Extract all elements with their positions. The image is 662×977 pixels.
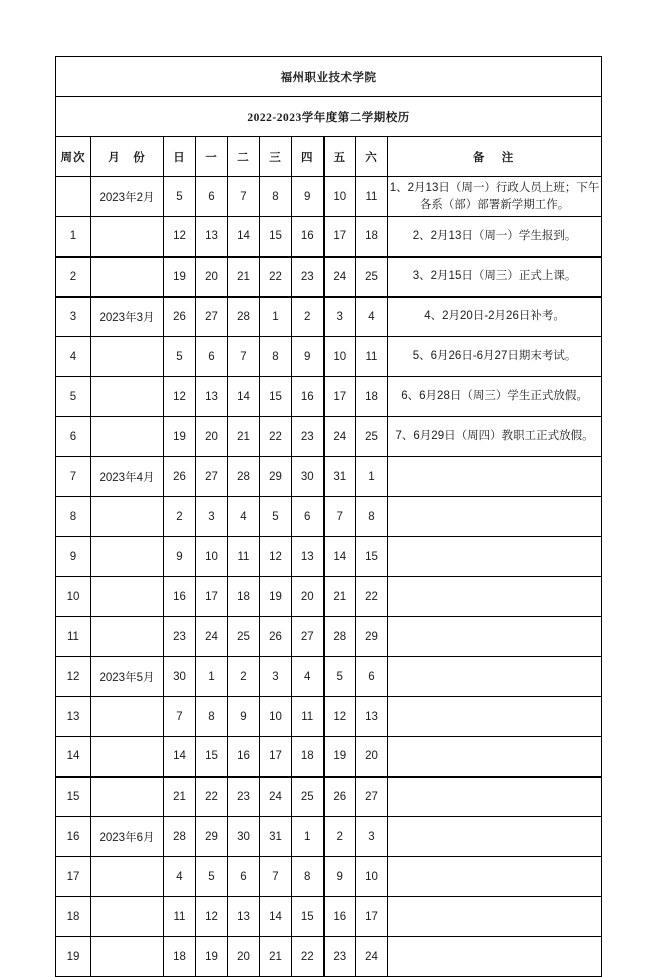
table-row (56, 457, 602, 497)
week-number-cell: 4 (56, 337, 91, 377)
month-label-cell (91, 497, 164, 537)
date-cell: 3 (324, 297, 356, 337)
date-cell: 26 (260, 617, 292, 657)
month-label-cell (91, 777, 164, 817)
date-cell: 28 (164, 817, 196, 857)
date-cell: 6 (228, 857, 260, 897)
date-cell: 12 (164, 217, 196, 257)
date-cell: 24 (324, 417, 356, 457)
date-cell: 13 (356, 697, 388, 737)
date-cell: 20 (196, 257, 228, 297)
date-cell: 21 (228, 417, 260, 457)
date-cell: 23 (164, 617, 196, 657)
date-cell: 5 (164, 177, 196, 217)
date-cell: 8 (196, 697, 228, 737)
week-number-cell: 1 (56, 217, 91, 257)
date-cell: 10 (196, 537, 228, 577)
calendar-subtitle: 2022-2023学年度第二学期校历 (56, 97, 602, 137)
week-number-cell: 10 (56, 577, 91, 617)
date-cell: 22 (260, 417, 292, 457)
date-cell: 12 (164, 377, 196, 417)
table-row (56, 377, 602, 417)
date-cell: 13 (196, 377, 228, 417)
month-label-cell (91, 857, 164, 897)
date-cell: 24 (196, 617, 228, 657)
date-cell: 27 (292, 617, 324, 657)
date-cell: 22 (260, 257, 292, 297)
date-cell: 2 (164, 497, 196, 537)
month-label-cell (91, 577, 164, 617)
month-label-cell (91, 897, 164, 937)
header-day-thu: 四 (292, 137, 324, 177)
date-cell: 21 (228, 257, 260, 297)
month-label-cell (91, 257, 164, 297)
week-number-cell: 15 (56, 777, 91, 817)
date-cell: 16 (164, 577, 196, 617)
date-cell: 22 (196, 777, 228, 817)
header-day-fri: 五 (324, 137, 356, 177)
date-cell: 4 (164, 857, 196, 897)
table-row (56, 817, 602, 857)
date-cell: 24 (356, 937, 388, 977)
date-cell: 14 (324, 537, 356, 577)
date-cell: 5 (164, 337, 196, 377)
table-row (56, 177, 602, 217)
month-label-cell (91, 737, 164, 777)
date-cell: 16 (292, 377, 324, 417)
date-cell: 11 (164, 897, 196, 937)
note-cell: 3、2月15日（周三）正式上课。 (388, 257, 602, 297)
week-number-cell: 18 (56, 897, 91, 937)
month-label-cell: 2023年4月 (91, 457, 164, 497)
date-cell: 5 (260, 497, 292, 537)
date-cell: 11 (356, 177, 388, 217)
date-cell: 10 (260, 697, 292, 737)
header-day-sat: 六 (356, 137, 388, 177)
week-number-cell: 16 (56, 817, 91, 857)
date-cell: 25 (356, 417, 388, 457)
date-cell: 7 (260, 857, 292, 897)
date-cell: 3 (356, 817, 388, 857)
table-row (56, 617, 602, 657)
month-label-cell: 2023年5月 (91, 657, 164, 697)
month-label-cell: 2023年2月 (91, 177, 164, 217)
date-cell: 1 (260, 297, 292, 337)
week-number-cell (56, 177, 91, 217)
week-number-cell: 6 (56, 417, 91, 457)
date-cell: 3 (260, 657, 292, 697)
date-cell: 1 (196, 657, 228, 697)
date-cell: 28 (228, 457, 260, 497)
date-cell: 24 (260, 777, 292, 817)
month-label-cell (91, 217, 164, 257)
column-header-row (56, 137, 602, 177)
date-cell: 30 (228, 817, 260, 857)
date-cell: 18 (356, 217, 388, 257)
date-cell: 29 (356, 617, 388, 657)
note-cell (388, 577, 602, 617)
date-cell: 26 (324, 777, 356, 817)
date-cell: 17 (324, 217, 356, 257)
month-label-cell (91, 617, 164, 657)
week-number-cell: 8 (56, 497, 91, 537)
header-day-tue: 二 (228, 137, 260, 177)
week-number-cell: 12 (56, 657, 91, 697)
note-cell (388, 937, 602, 977)
academic-calendar-table (55, 56, 602, 977)
date-cell: 6 (196, 177, 228, 217)
date-cell: 14 (228, 217, 260, 257)
date-cell: 26 (164, 457, 196, 497)
date-cell: 31 (324, 457, 356, 497)
date-cell: 10 (324, 177, 356, 217)
table-row (56, 697, 602, 737)
date-cell: 23 (292, 257, 324, 297)
table-row (56, 737, 602, 777)
note-cell: 1、2月13日（周一）行政人员上班；下午各系（部）部署新学期工作。 (388, 177, 602, 217)
date-cell: 13 (196, 217, 228, 257)
week-number-cell: 9 (56, 537, 91, 577)
table-row (56, 937, 602, 977)
date-cell: 5 (196, 857, 228, 897)
date-cell: 31 (260, 817, 292, 857)
date-cell: 27 (356, 777, 388, 817)
week-number-cell: 7 (56, 457, 91, 497)
month-label-cell (91, 537, 164, 577)
date-cell: 16 (324, 897, 356, 937)
date-cell: 4 (292, 657, 324, 697)
note-cell (388, 657, 602, 697)
date-cell: 18 (164, 937, 196, 977)
date-cell: 15 (196, 737, 228, 777)
date-cell: 9 (164, 537, 196, 577)
date-cell: 24 (324, 257, 356, 297)
date-cell: 13 (292, 537, 324, 577)
table-row (56, 577, 602, 617)
week-number-cell: 11 (56, 617, 91, 657)
week-number-cell: 3 (56, 297, 91, 337)
date-cell: 17 (196, 577, 228, 617)
header-day-mon: 一 (196, 137, 228, 177)
sub-title-row (56, 97, 602, 137)
date-cell: 18 (228, 577, 260, 617)
header-note: 备 注 (388, 137, 602, 177)
date-cell: 14 (164, 737, 196, 777)
note-cell (388, 617, 602, 657)
date-cell: 10 (356, 857, 388, 897)
date-cell: 21 (164, 777, 196, 817)
date-cell: 7 (228, 337, 260, 377)
date-cell: 2 (292, 297, 324, 337)
table-row (56, 857, 602, 897)
note-cell: 2、2月13日（周一）学生报到。 (388, 217, 602, 257)
date-cell: 20 (228, 937, 260, 977)
table-row (56, 297, 602, 337)
table-row (56, 417, 602, 457)
week-number-cell: 19 (56, 937, 91, 977)
date-cell: 15 (260, 377, 292, 417)
date-cell: 17 (260, 737, 292, 777)
date-cell: 3 (196, 497, 228, 537)
date-cell: 8 (292, 857, 324, 897)
date-cell: 11 (228, 537, 260, 577)
date-cell: 12 (324, 697, 356, 737)
date-cell: 7 (324, 497, 356, 537)
date-cell: 19 (164, 257, 196, 297)
date-cell: 18 (356, 377, 388, 417)
table-row (56, 497, 602, 537)
date-cell: 8 (356, 497, 388, 537)
date-cell: 16 (292, 217, 324, 257)
note-cell (388, 737, 602, 777)
date-cell: 25 (228, 617, 260, 657)
date-cell: 5 (324, 657, 356, 697)
organization-title: 福州职业技术学院 (56, 57, 602, 97)
header-day-sun: 日 (164, 137, 196, 177)
date-cell: 6 (292, 497, 324, 537)
note-cell: 5、6月26日-6月27日期末考试。 (388, 337, 602, 377)
date-cell: 9 (292, 337, 324, 377)
date-cell: 19 (164, 417, 196, 457)
date-cell: 13 (228, 897, 260, 937)
date-cell: 20 (292, 577, 324, 617)
date-cell: 11 (356, 337, 388, 377)
note-cell (388, 537, 602, 577)
date-cell: 17 (324, 377, 356, 417)
date-cell: 6 (196, 337, 228, 377)
date-cell: 1 (356, 457, 388, 497)
date-cell: 19 (324, 737, 356, 777)
date-cell: 12 (196, 897, 228, 937)
date-cell: 14 (228, 377, 260, 417)
date-cell: 19 (260, 577, 292, 617)
table-row (56, 257, 602, 297)
date-cell: 26 (164, 297, 196, 337)
table-row (56, 217, 602, 257)
date-cell: 10 (324, 337, 356, 377)
month-label-cell: 2023年3月 (91, 297, 164, 337)
month-label-cell (91, 417, 164, 457)
date-cell: 4 (228, 497, 260, 537)
table-row (56, 897, 602, 937)
date-cell: 18 (292, 737, 324, 777)
date-cell: 22 (356, 577, 388, 617)
note-cell (388, 697, 602, 737)
week-number-cell: 5 (56, 377, 91, 417)
date-cell: 27 (196, 457, 228, 497)
date-cell: 15 (260, 217, 292, 257)
date-cell: 2 (228, 657, 260, 697)
date-cell: 20 (356, 737, 388, 777)
header-day-wed: 三 (260, 137, 292, 177)
note-cell (388, 817, 602, 857)
date-cell: 27 (196, 297, 228, 337)
date-cell: 29 (260, 457, 292, 497)
month-label-cell (91, 697, 164, 737)
date-cell: 15 (292, 897, 324, 937)
week-number-cell: 14 (56, 737, 91, 777)
date-cell: 20 (196, 417, 228, 457)
note-cell: 6、6月28日（周三）学生正式放假。 (388, 377, 602, 417)
table-row (56, 337, 602, 377)
date-cell: 28 (228, 297, 260, 337)
table-row (56, 777, 602, 817)
month-label-cell: 2023年6月 (91, 817, 164, 857)
date-cell: 9 (292, 177, 324, 217)
date-cell: 28 (324, 617, 356, 657)
date-cell: 6 (356, 657, 388, 697)
note-cell (388, 457, 602, 497)
date-cell: 9 (324, 857, 356, 897)
date-cell: 7 (228, 177, 260, 217)
date-cell: 11 (292, 697, 324, 737)
org-title-row (56, 57, 602, 97)
date-cell: 23 (228, 777, 260, 817)
date-cell: 22 (292, 937, 324, 977)
date-cell: 4 (356, 297, 388, 337)
date-cell: 30 (164, 657, 196, 697)
note-cell: 4、2月20日-2月26日补考。 (388, 297, 602, 337)
date-cell: 30 (292, 457, 324, 497)
date-cell: 2 (324, 817, 356, 857)
table-row (56, 657, 602, 697)
month-label-cell (91, 337, 164, 377)
date-cell: 23 (292, 417, 324, 457)
date-cell: 25 (292, 777, 324, 817)
month-label-cell (91, 937, 164, 977)
date-cell: 21 (324, 577, 356, 617)
week-number-cell: 17 (56, 857, 91, 897)
note-cell: 7、6月29日（周四）教职工正式放假。 (388, 417, 602, 457)
date-cell: 19 (196, 937, 228, 977)
week-number-cell: 2 (56, 257, 91, 297)
note-cell (388, 857, 602, 897)
date-cell: 12 (260, 537, 292, 577)
date-cell: 21 (260, 937, 292, 977)
month-label-cell (91, 377, 164, 417)
date-cell: 9 (228, 697, 260, 737)
note-cell (388, 777, 602, 817)
date-cell: 17 (356, 897, 388, 937)
date-cell: 8 (260, 337, 292, 377)
date-cell: 29 (196, 817, 228, 857)
date-cell: 16 (228, 737, 260, 777)
date-cell: 7 (164, 697, 196, 737)
date-cell: 14 (260, 897, 292, 937)
date-cell: 25 (356, 257, 388, 297)
date-cell: 15 (356, 537, 388, 577)
note-cell (388, 497, 602, 537)
header-week: 周次 (56, 137, 91, 177)
date-cell: 1 (292, 817, 324, 857)
table-row (56, 537, 602, 577)
date-cell: 23 (324, 937, 356, 977)
header-month: 月 份 (91, 137, 164, 177)
date-cell: 8 (260, 177, 292, 217)
note-cell (388, 897, 602, 937)
week-number-cell: 13 (56, 697, 91, 737)
